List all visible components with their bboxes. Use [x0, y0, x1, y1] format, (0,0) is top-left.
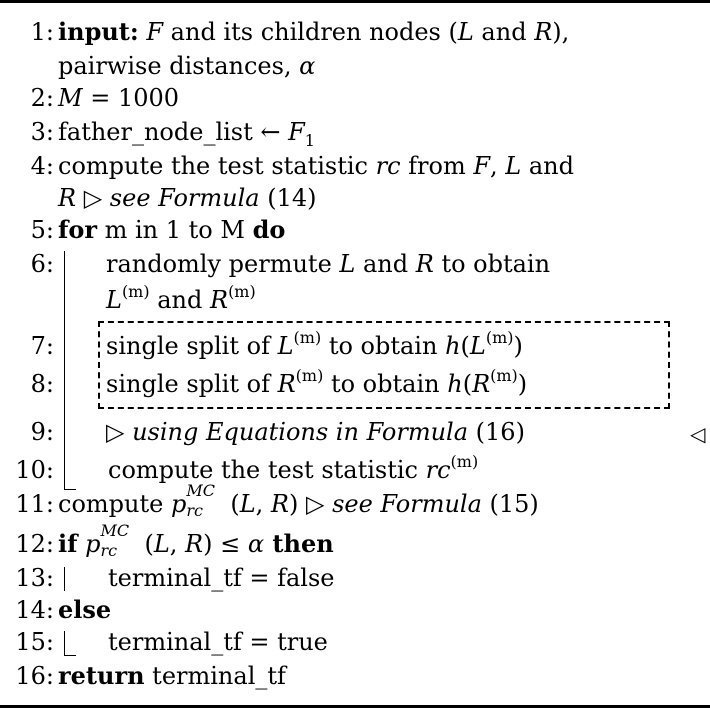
keyword: for	[58, 215, 97, 244]
math-var: F	[146, 18, 164, 46]
line-number: 7:	[30, 332, 54, 360]
math-var: R	[185, 530, 204, 558]
text: terminal_tf	[144, 662, 286, 690]
text: ,	[255, 490, 271, 518]
keyword: do	[252, 215, 286, 244]
line-number: 10:	[15, 456, 54, 484]
line-number: 1:	[30, 18, 54, 46]
text: father_node_list ←	[58, 118, 289, 146]
text: m in 1 to M	[96, 216, 253, 244]
formula-ref: (14)	[259, 184, 317, 212]
text: = 1000	[82, 84, 180, 112]
math-var: L	[457, 18, 474, 46]
formula-ref: (16)	[468, 418, 525, 446]
text: to obtain	[323, 370, 448, 398]
math-var: p	[170, 490, 187, 518]
superscript: (m)	[121, 282, 150, 301]
text: and	[149, 286, 210, 314]
keyword: if	[58, 529, 78, 558]
line-number: 8:	[30, 370, 54, 398]
superscript: MC	[186, 481, 215, 500]
superscript: (m)	[490, 366, 518, 385]
text: single split of	[106, 332, 278, 360]
text: compute	[58, 490, 171, 518]
math-var: h	[447, 370, 463, 398]
sup-sub	[100, 521, 144, 560]
math-var: R	[209, 286, 229, 314]
text: compute the test statistic	[108, 456, 426, 484]
math-var: p	[85, 530, 101, 558]
keyword: then	[264, 529, 334, 558]
text: to obtain	[433, 250, 551, 278]
subscript: 1	[304, 130, 315, 150]
math-var: h	[445, 332, 461, 360]
text: (	[462, 370, 473, 398]
text: and	[473, 18, 535, 46]
math-var: R	[58, 184, 77, 212]
math-var: L	[469, 332, 486, 360]
math-var: L	[339, 250, 356, 278]
text: pairwise distances,	[58, 52, 300, 80]
math-var: F	[473, 152, 491, 180]
math-var: α	[299, 52, 316, 80]
keyword: return	[58, 661, 145, 690]
text: terminal_tf = true	[108, 628, 328, 656]
math-var: F	[288, 118, 305, 146]
comment: ▷ using Equations in Formula	[106, 418, 469, 446]
math-var: R	[270, 490, 289, 518]
math-var: L	[277, 332, 294, 360]
math-var: rc	[425, 456, 451, 484]
line-number: 11:	[15, 490, 54, 518]
text: to obtain	[321, 332, 446, 360]
comment: ▷ see Formula	[76, 184, 260, 212]
math-var: R	[534, 18, 553, 46]
text: randomly permute	[106, 250, 340, 278]
line-number: 3:	[30, 118, 54, 146]
math-var: L	[505, 152, 522, 180]
math-var: R	[472, 370, 491, 398]
text: single split of	[106, 370, 278, 398]
keyword: input:	[58, 17, 139, 46]
text: )	[517, 370, 528, 398]
formula-ref: (15)	[481, 490, 539, 518]
if-branch-bar	[64, 567, 65, 591]
text: ) ≤	[203, 530, 248, 558]
keyword: else	[58, 595, 112, 624]
for-loop-bar	[64, 251, 65, 489]
text: ),	[552, 18, 570, 46]
math-var: M	[58, 84, 83, 112]
math-var: L	[106, 286, 122, 314]
else-branch-bar-end	[64, 655, 76, 656]
text: )	[513, 332, 523, 360]
text: and its children nodes (	[163, 18, 458, 46]
text: ,	[490, 152, 506, 180]
subscript: rc	[100, 541, 118, 560]
text: compute the test statistic	[58, 152, 376, 180]
text: ,	[169, 530, 186, 558]
math-var: L	[239, 490, 256, 518]
text: (	[230, 490, 240, 518]
math-var: α	[247, 530, 265, 558]
line-number: 15:	[15, 628, 54, 656]
line-number: 6:	[30, 250, 54, 278]
line-number: 2:	[30, 84, 54, 112]
superscript: (m)	[450, 452, 479, 471]
text: )	[288, 490, 299, 518]
line-number: 16:	[15, 662, 54, 690]
line-number: 4:	[30, 152, 54, 180]
line-number: 14:	[15, 596, 54, 624]
sup-sub	[186, 481, 230, 520]
text: terminal_tf = false	[108, 564, 335, 592]
superscript: (m)	[485, 328, 514, 347]
else-branch-bar	[64, 631, 65, 655]
comment-end-triangle-icon: ◁	[690, 422, 706, 446]
comment: ▷ see Formula	[298, 490, 482, 518]
line-number: 9:	[30, 418, 54, 446]
text: (	[460, 332, 470, 360]
text: (	[144, 530, 154, 558]
line-number: 5:	[30, 216, 54, 244]
superscript: (m)	[295, 366, 324, 385]
line-number: 13:	[15, 564, 54, 592]
text: and	[521, 152, 574, 180]
math-var: L	[153, 530, 170, 558]
superscript: (m)	[293, 328, 322, 347]
line-number: 12:	[15, 530, 54, 558]
superscript: (m)	[228, 282, 256, 301]
subscript: rc	[186, 501, 203, 520]
text: from	[400, 152, 474, 180]
math-var: R	[277, 370, 296, 398]
math-var: R	[415, 250, 434, 278]
superscript: MC	[100, 521, 130, 540]
math-var: rc	[375, 152, 401, 180]
text: and	[355, 250, 416, 278]
